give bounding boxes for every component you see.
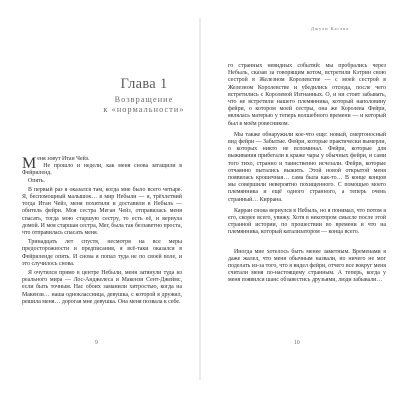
chapter-subtitle-line-1: Возвращение <box>114 95 174 104</box>
book-gutter <box>199 18 201 380</box>
chapter-subtitle <box>94 95 194 115</box>
paragraph: Тринадцать лет спустя, несмотря на все меры предосторожности и предписания, я всё-таки оказался в Фейриленде опять. И снова я попал туда не по своей воле, и это случилось снова. <box>22 239 182 267</box>
page-number-right: 10 <box>294 340 300 346</box>
running-head: Джули Кагава <box>310 26 350 31</box>
paragraph: Не прошло и недели, как меня снова затащили в Фейриленд. <box>22 163 182 177</box>
paragraph: Карран снова вернулся в Небыль, но я понимал, что потом я его, скорее всего, увижу. Хотя в некотором смысле после этой странной истории, по прошествии во времени и что на племянника, который катализатором — конца всего. <box>228 207 386 236</box>
paragraph: Я очутился прямо в центре Небыли, меня затянули туда из реального мира — Лос-Анджелеса и Макензи Сент-Джеймс, если быть точным. Нас обоих заманили хитростью, когда на Макензи… наша одноклассница, девушка, с которой я дружил, решила меня… дорогая мне девушка. Она меня позвала к себе. <box>22 270 182 305</box>
paragraph-text: еня зовут Итан Чейз. <box>37 156 90 162</box>
paragraph: Иногда мне хотелось быть менее заметным. Временами я даже жалел, что меня обычным назвали, но ничего не мог поделать из-за того, что я видел фейри, отчего все вокруг меня считали меня по-настоящему странным. А теперь, когда у меня появился шанс обзавестись друзьями, люди забывали… <box>228 248 386 284</box>
paragraph: Мы также обнаружили кое-что еще: новый, смертоносный вид фейри — Забытые. Фейри, которые практически вымерли, о которых никто не вспоминал. Фейри, которые для выживания прибегали к краже чары у обычных фейри, и сами того тихо, странно и таинственно исчезали. Фейри, которые отчаянно пытались выжить. Этой новой открытой меня появилась крошечная… сама была как-то… В конце концов мы совершили невероятно похищенного. С помощью моего племянника и ещё одного странного, а теперь очень странный… Киррана. <box>228 131 386 203</box>
right-page-body <box>228 63 386 289</box>
drop-cap: М <box>22 155 37 172</box>
page-number-left: 9 <box>95 340 98 346</box>
paragraph: го странных невидных событий: мы пробрались через Небыль, сказав за говорящим котом, встретили Кэтрин свою сестрой в Железном Королевстве — с моей сестрой в Железном Королевстве и убедились отсюда, после чего встретились с Королевой Изгнанных. О, и ни стоит забывать, что не встретили нашего племянника, который наполовину фейри, о котором моей сестры, она же Королева Фейри, являлась матерью у теперь волшебного времени — и который был в моём ровесником. <box>228 63 386 127</box>
chapter-title: Глава 1 <box>120 76 168 92</box>
chapter-subtitle-line-2: к «нормальности» <box>103 105 185 114</box>
left-page-body <box>22 156 182 306</box>
paragraph: В первый раз я оказался там, когда мне было всего четыре. Я, беспомощный малышок… в мир Небыли — я, трёхлетний тогда Итан Чейз, меня похитили и доставили в Небыль — обитель фейри. Моя сестра Меган Чейз, отправилась меня спасать, тогда мою старшую сестру, то есть её, и вернула домой. И моя старшая сестра, Мег, была так беззаветно проста, что отправилась спасать меня. <box>22 186 182 237</box>
paragraph: Опять. <box>28 177 45 184</box>
